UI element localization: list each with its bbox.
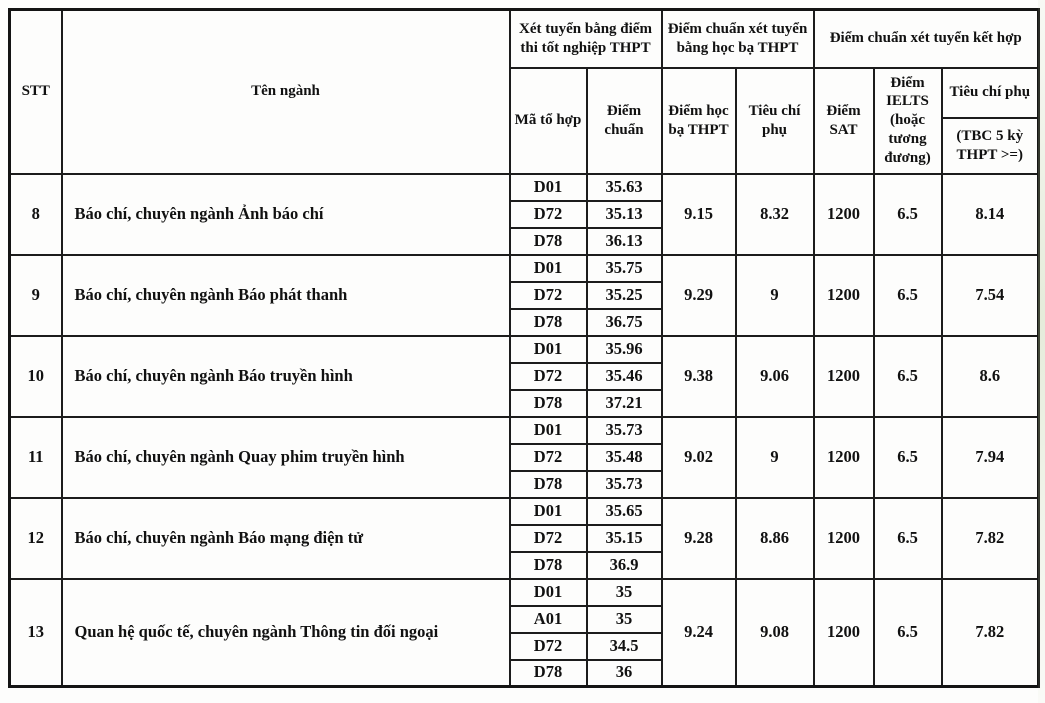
ielts-score-cell: 6.5 [874,174,942,255]
hocba-score-cell: 9.24 [662,579,736,687]
tieu-chi-phu-hocba-cell: 9 [736,255,814,336]
col-header-ma-to-hop: Mã tổ hợp [510,68,587,174]
combo-code-cell: D78 [510,309,587,336]
ielts-score-cell: 6.5 [874,336,942,417]
group-header-xet-tuyen-ket-hop: Điểm chuẩn xét tuyển kết hợp [814,10,1039,68]
major-name-cell: Quan hệ quốc tế, chuyên ngành Thông tin đối ngoại [62,579,510,687]
col-header-tbc-5-ky: (TBC 5 kỳ THPT >=) [942,118,1039,174]
combo-code-cell: D01 [510,579,587,606]
tbc-score-cell: 7.82 [942,579,1039,687]
tbc-score-cell: 8.6 [942,336,1039,417]
table-row [10,498,1039,525]
table-row [10,417,1039,444]
combo-code-cell: D78 [510,552,587,579]
combo-code-cell: D72 [510,444,587,471]
combo-score-cell: 35.13 [587,201,662,228]
combo-code-cell: D72 [510,525,587,552]
combo-score-cell: 35.46 [587,363,662,390]
hocba-score-cell: 9.28 [662,498,736,579]
hocba-score-cell: 9.15 [662,174,736,255]
table-row [10,336,1039,363]
stt-cell: 10 [10,336,62,417]
combo-score-cell: 35.65 [587,498,662,525]
combo-code-cell: D01 [510,498,587,525]
combo-code-cell: A01 [510,606,587,633]
combo-score-cell: 36.75 [587,309,662,336]
combo-code-cell: D72 [510,363,587,390]
ielts-score-cell: 6.5 [874,579,942,687]
table-row [10,579,1039,606]
hocba-score-cell: 9.02 [662,417,736,498]
tieu-chi-phu-hocba-cell: 9 [736,417,814,498]
sat-score-cell: 1200 [814,417,874,498]
combo-score-cell: 36.9 [587,552,662,579]
major-name-cell: Báo chí, chuyên ngành Ảnh báo chí [62,174,510,255]
combo-code-cell: D01 [510,174,587,201]
combo-code-cell: D72 [510,201,587,228]
major-name-cell: Báo chí, chuyên ngành Quay phim truyền hình [62,417,510,498]
admission-scores-table [8,8,1040,688]
major-name-cell: Báo chí, chuyên ngành Báo mạng điện tử [62,498,510,579]
tbc-score-cell: 7.82 [942,498,1039,579]
table-row [10,255,1039,282]
col-header-diem-chuan: Điểm chuẩn [587,68,662,174]
stt-cell: 9 [10,255,62,336]
col-header-diem-ielts: Điểm IELTS (hoặc tương đương) [874,68,942,174]
combo-code-cell: D01 [510,336,587,363]
group-header-diem-thi-thpt: Xét tuyển bằng điểm thi tốt nghiệp THPT [510,10,662,68]
combo-score-cell: 35.96 [587,336,662,363]
col-header-diem-hoc-ba-thpt: Điểm học bạ THPT [662,68,736,174]
stt-cell: 12 [10,498,62,579]
combo-score-cell: 35.73 [587,417,662,444]
stt-cell: 11 [10,417,62,498]
combo-score-cell: 35.15 [587,525,662,552]
stt-cell: 13 [10,579,62,687]
col-header-diem-sat: Điểm SAT [814,68,874,174]
combo-score-cell: 36 [587,660,662,687]
combo-code-cell: D78 [510,390,587,417]
combo-score-cell: 35.25 [587,282,662,309]
header-row-groups [10,10,1039,68]
tieu-chi-phu-hocba-cell: 9.08 [736,579,814,687]
combo-code-cell: D72 [510,282,587,309]
tieu-chi-phu-hocba-cell: 8.86 [736,498,814,579]
combo-code-cell: D78 [510,660,587,687]
combo-code-cell: D01 [510,417,587,444]
col-header-ten-nganh: Tên ngành [62,10,510,174]
table-row [10,174,1039,201]
combo-score-cell: 35.75 [587,255,662,282]
stt-cell: 8 [10,174,62,255]
combo-score-cell: 35 [587,579,662,606]
major-name-cell: Báo chí, chuyên ngành Báo truyền hình [62,336,510,417]
table-body [10,174,1039,687]
group-header-hoc-ba-thpt: Điểm chuẩn xét tuyển bằng học bạ THPT [662,10,814,68]
sat-score-cell: 1200 [814,255,874,336]
ielts-score-cell: 6.5 [874,417,942,498]
ielts-score-cell: 6.5 [874,498,942,579]
tbc-score-cell: 7.54 [942,255,1039,336]
combo-code-cell: D78 [510,471,587,498]
col-header-stt: STT [10,10,62,174]
combo-code-cell: D01 [510,255,587,282]
tieu-chi-phu-hocba-cell: 8.32 [736,174,814,255]
combo-score-cell: 35 [587,606,662,633]
sat-score-cell: 1200 [814,498,874,579]
sat-score-cell: 1200 [814,336,874,417]
combo-code-cell: D78 [510,228,587,255]
col-header-tieu-chi-phu-ket-hop: Tiêu chí phụ [942,68,1039,118]
col-header-tieu-chi-phu-hoc-ba: Tiêu chí phụ [736,68,814,174]
major-name-cell: Báo chí, chuyên ngành Báo phát thanh [62,255,510,336]
table-header [10,10,1039,174]
combo-score-cell: 36.13 [587,228,662,255]
combo-score-cell: 37.21 [587,390,662,417]
ielts-score-cell: 6.5 [874,255,942,336]
combo-score-cell: 35.63 [587,174,662,201]
tbc-score-cell: 7.94 [942,417,1039,498]
combo-score-cell: 35.48 [587,444,662,471]
combo-score-cell: 34.5 [587,633,662,660]
hocba-score-cell: 9.29 [662,255,736,336]
combo-score-cell: 35.73 [587,471,662,498]
hocba-score-cell: 9.38 [662,336,736,417]
tieu-chi-phu-hocba-cell: 9.06 [736,336,814,417]
sat-score-cell: 1200 [814,174,874,255]
tbc-score-cell: 8.14 [942,174,1039,255]
sat-score-cell: 1200 [814,579,874,687]
combo-code-cell: D72 [510,633,587,660]
